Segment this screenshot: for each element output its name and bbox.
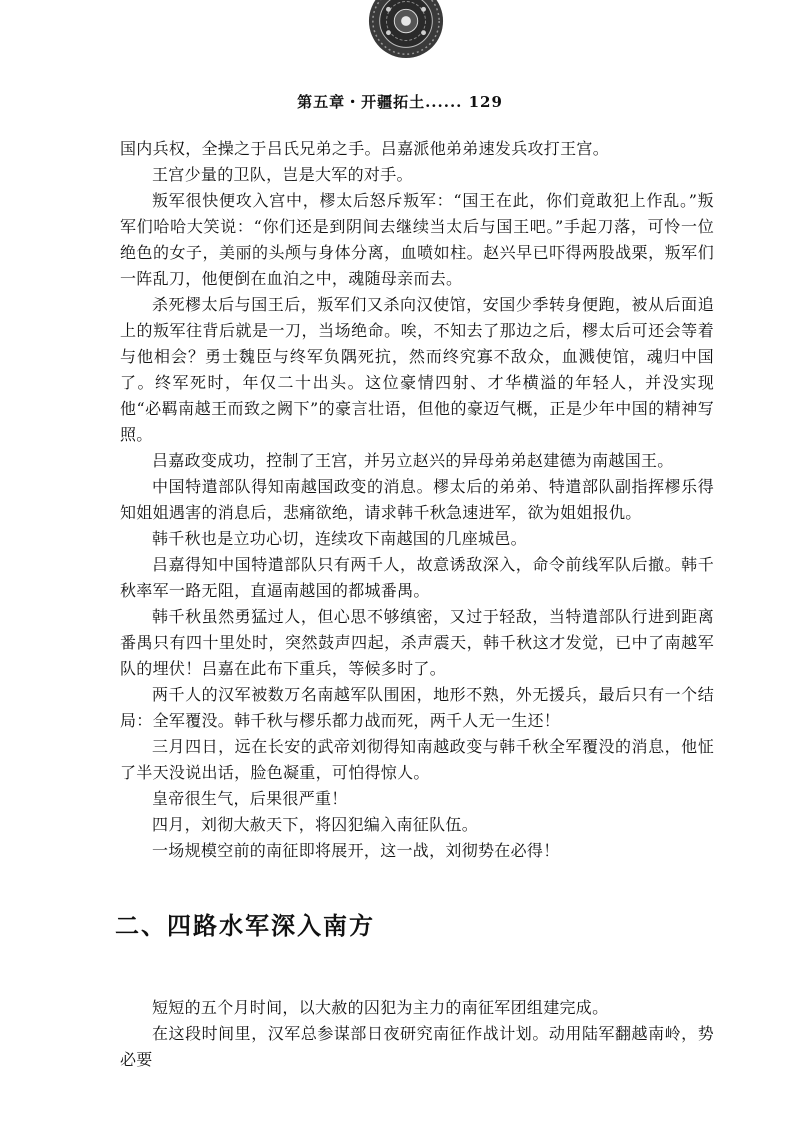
running-head: 第五章・开疆拓土...... 129 xyxy=(297,93,503,111)
paragraph: 韩千秋虽然勇猛过人，但心思不够缜密，又过于轻敌，当特遣部队行进到距离番禺只有四十里处时，突然鼓声四起，杀声震天，韩千秋这才发觉，已中了南越军队的埋伏！吕嘉在此布下重兵，等候多时了。 xyxy=(120,607,714,678)
paragraph: 中国特遣部队得知南越国政变的消息。樛太后的弟弟、特遣部队副指挥樛乐得知姐姐遇害的消息后，悲痛欲绝，请求韩千秋急速进军，欲为姐姐报仇。 xyxy=(120,477,714,522)
paragraph: 在这段时间里，汉军总参谋部日夜研究南征作战计划。动用陆军翻越南岭，势必要 xyxy=(120,1024,714,1069)
paragraph: 吕嘉政变成功，控制了王宫，并另立赵兴的异母弟弟赵建德为南越国王。 xyxy=(152,451,674,470)
section-title: 二、四路水军深入南方 xyxy=(115,911,375,940)
section-text xyxy=(120,995,714,1073)
bronze-medallion-ornament xyxy=(367,0,445,60)
paragraph: 吕嘉得知中国特遣部队只有两千人，故意诱敌深入，命令前线军队后撤。韩千秋率军一路无阻，直逼南越国的都城番禺。 xyxy=(120,555,714,600)
paragraph: 两千人的汉军被数万名南越军队围困，地形不熟，外无援兵，最后只有一个结局：全军覆没。韩千秋与樛乐都力战而死，两千人无一生还！ xyxy=(120,685,714,730)
paragraph: 皇帝很生气，后果很严重！ xyxy=(152,789,348,808)
paragraph: 短短的五个月时间，以大赦的囚犯为主力的南征军团组建完成。 xyxy=(152,998,609,1017)
paragraph: 国内兵权，全操之于吕氏兄弟之手。吕嘉派他弟弟速发兵攻打王宫。 xyxy=(120,139,610,158)
paragraph: 叛军很快便攻入宫中，樛太后怒斥叛军：“国王在此，你们竟敢犯上作乱。”叛军们哈哈大笑说：“你们还是到阴间去继续当太后与国王吧。”手起刀落，可怜一位绝色的女子，美丽的头颅与身体分离，血喷如柱。赵兴早已吓得两股战栗，叛军们一阵乱刀，他便倒在血泊之中，魂随母亲而去。 xyxy=(120,191,714,288)
paragraph: 三月四日，远在长安的武帝刘彻得知南越政变与韩千秋全军覆没的消息，他怔了半天没说出话，脸色凝重，可怕得惊人。 xyxy=(120,737,714,782)
paragraph: 韩千秋也是立功心切，连续攻下南越国的几座城邑。 xyxy=(152,529,527,548)
body-text xyxy=(120,136,714,864)
paragraph: 杀死樛太后与国王后，叛军们又杀向汉使馆，安国少季转身便跑，被从后面追上的叛军往背后就是一刀，当场绝命。唉，不知去了那边之后，樛太后可还会等着与他相会？勇士魏臣与终军负隅死抗，然而终究寡不敌众，血溅使馆，魂归中国了。终军死时，年仅二十出头。这位豪情四射、才华横溢的年轻人，并没实现他“必羁南越王而致之阙下”的豪言壮语，但他的豪迈气概，正是少年中国的精神写照。 xyxy=(120,295,714,444)
paragraph: 四月，刘彻大赦天下，将囚犯编入南征队伍。 xyxy=(152,815,479,834)
paragraph: 王宫少量的卫队，岂是大军的对手。 xyxy=(152,165,413,184)
paragraph: 一场规模空前的南征即将展开，这一战，刘彻势在必得！ xyxy=(152,841,560,860)
